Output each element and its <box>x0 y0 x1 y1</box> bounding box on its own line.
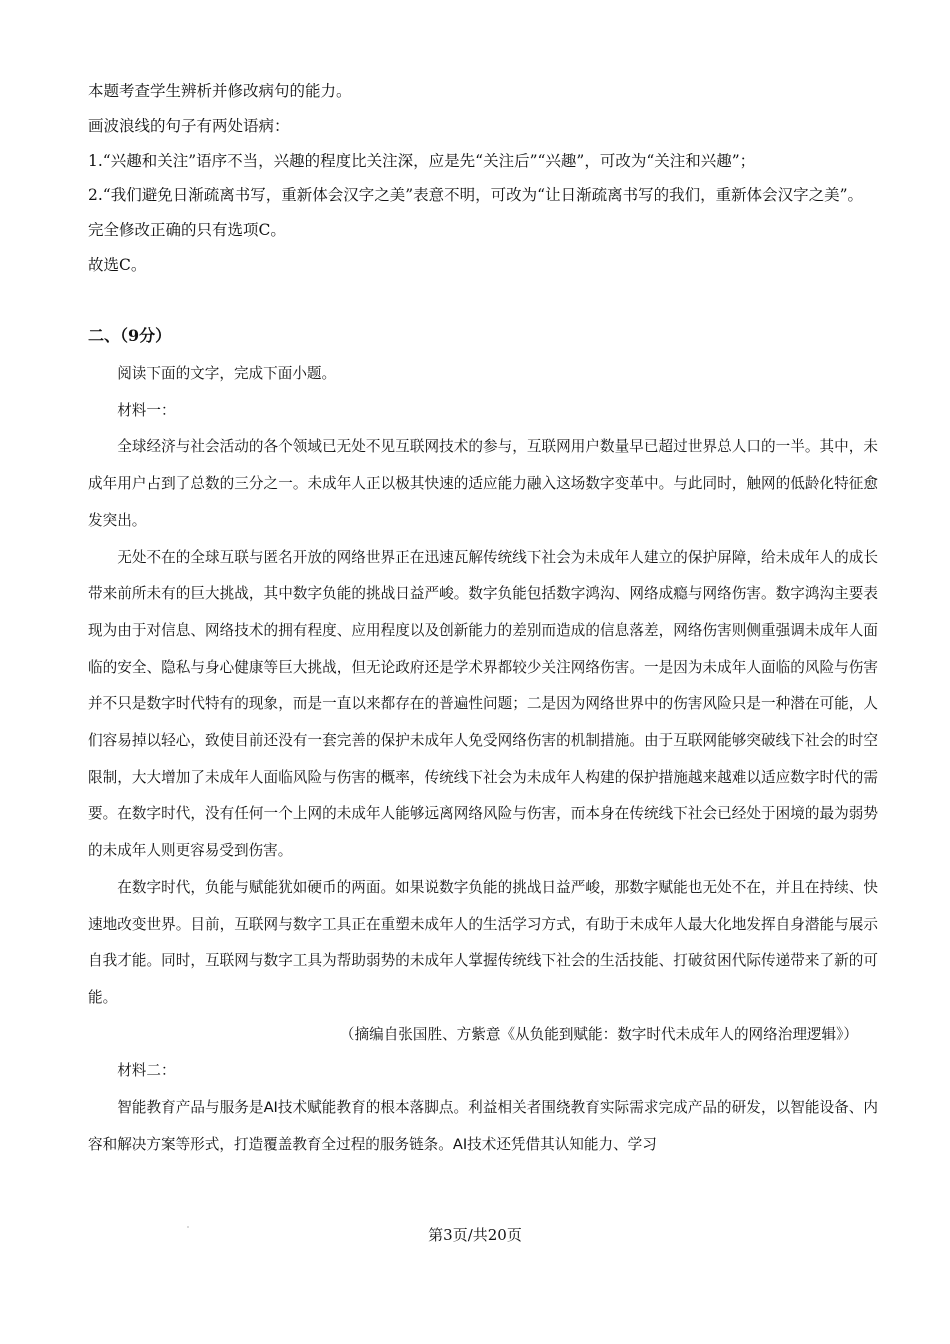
material2-label: 材料二： <box>117 1062 176 1080</box>
material1-paragraph-1: 全球经济与社会活动的各个领域已无处不见互联网技术的参与，互联网用户数量早已超过世界总人口的一半。其中，未成年用户占到了总数的三分之一。未成年人正以极其快速的适应能力融入这场数字变革中。与此同时，触网的低龄化特征愈发突出。 <box>88 438 878 529</box>
answer-line-2: 画波浪线的句子有两处语病： <box>88 116 290 135</box>
answer-line-5: 完全修改正确的只有选项C。 <box>88 221 286 240</box>
answer-line-1: 本题考查学生辨析并修改病句的能力。 <box>88 82 352 100</box>
answer-line-6: 故选C。 <box>88 255 147 274</box>
answer-line-3: 1.“兴趣和关注”语序不当，兴趣的程度比关注深，应是先“关注后”“兴趣”，可改为“关注和兴趣”； <box>88 151 756 170</box>
section-heading: 二、（9分） <box>88 326 172 345</box>
material1-paragraph-2: 无处不在的全球互联与匿名开放的网络世界正在迅速瓦解传统线下社会为未成年人建立的保护屏障，给未成年人的成长带来前所未有的巨大挑战，其中数字负能的挑战日益严峻。数字负能包括数字鸿沟、网络成瘾与网络伤害。数字鸿沟主要表现为由于对信息、网络技术的拥有程度、应用程度以及创新能力的差别而造成的信息落差，网络伤害则侧重强调未成年人面临的安全、隐私与身心健康等巨大挑战，但无论政府还是学术界都较少关注网络伤害。一是因为未成年人面临的风险与伤害并不只是数字时代特有的现象，而是一直以来都存在的普遍性问题；二是因为网络世界中的伤害风险只是一种潜在可能，人们容易掉以轻心，致使目前还没有一套完善的保护未成年人免受网络伤害的机制措施。由于互联网能够突破线下社会的时空限制，大大增加了未成年人面临风险与伤害的概率，传统线下社会为未成年人构建的保护措施越来越难以适应数字时代的需要。在数字时代，没有任何一个上网的未成年人能够远离网络风险与伤害，而本身在传统线下社会已经处于困境的最为弱势的未成年人则更容易受到伤害。 <box>88 548 878 860</box>
answer-line-4: 2.“我们避免日渐疏离书写，重新体会汉字之美”表意不明，可改为“让日渐疏离书写的我们，重新体会汉字之美”。 <box>88 186 863 205</box>
material1-label: 材料一： <box>117 401 176 419</box>
page-number: 第3页/共20页 <box>428 1226 522 1244</box>
answer-explanation <box>88 74 878 283</box>
material1-paragraph-3: 在数字时代，负能与赋能犹如硬币的两面。如果说数字负能的挑战日益严峻，那数字赋能也无处不在，并且在持续、快速地改变世界。目前，互联网与数字工具正在重塑未成年人的生活学习方式，有助于未成年人最大化地发挥自身潜能与展示自我才能。同时，互联网与数字工具为帮助弱势的未成年人掌握传统线下社会的生活技能、打破贫困代际传递带来了新的可能。 <box>88 878 878 1006</box>
reading-passage <box>88 356 878 1163</box>
material2-paragraph-1: 智能教育产品与服务是AI技术赋能教育的根本落脚点。利益相关者围绕教育实际需求完成产品的研发，以智能设备、内容和解决方案等形式，打造覆盖教育全过程的服务链条。AI技术还凭借其认知能力、学习 <box>88 1099 878 1153</box>
reading-instruction: 阅读下面的文字，完成下面小题。 <box>117 365 337 382</box>
material1-source: （摘编自张国胜、方紫意《从负能到赋能：数字时代未成年人的网络治理逻辑》） <box>339 1025 858 1043</box>
